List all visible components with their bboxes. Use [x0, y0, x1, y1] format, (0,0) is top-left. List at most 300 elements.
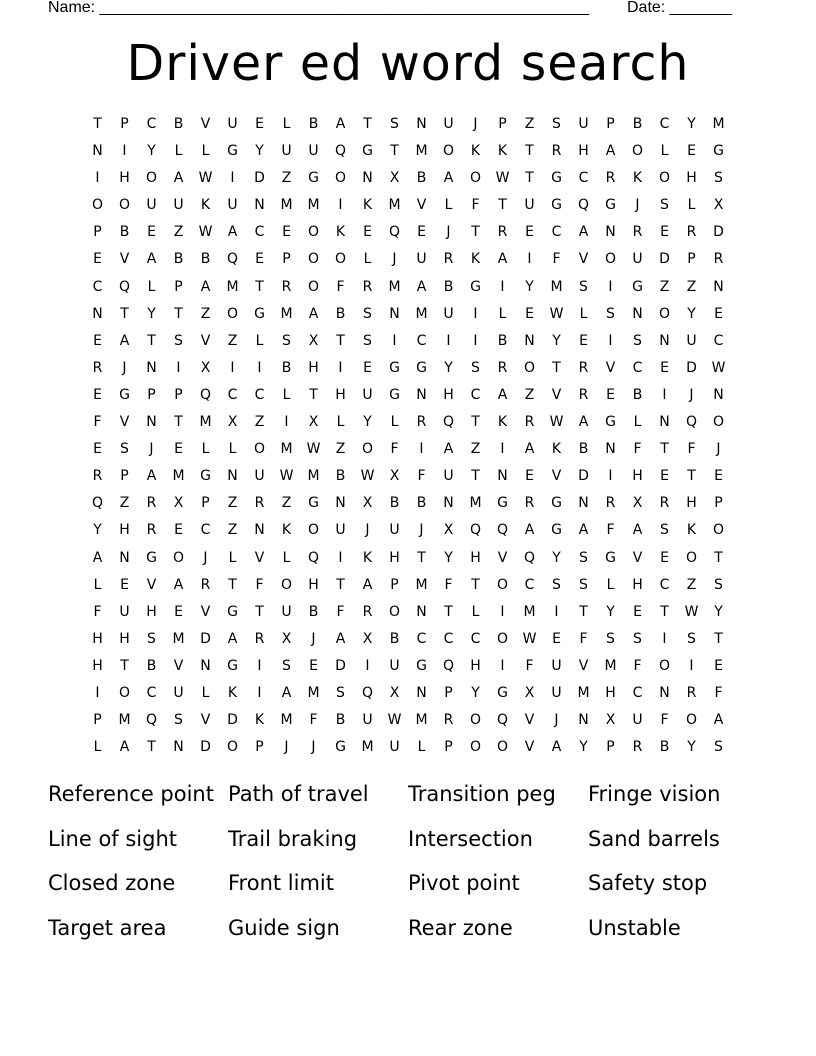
- grid-letter: H: [389, 549, 400, 566]
- grid-letter: N: [389, 305, 400, 322]
- grid-letter: M: [604, 657, 617, 674]
- grid-letter: E: [660, 359, 669, 376]
- grid-letter: C: [200, 522, 211, 539]
- grid-letter: I: [473, 332, 478, 349]
- grid-letter: O: [388, 603, 401, 620]
- grid-letter: A: [119, 332, 130, 349]
- word-bank-item: Pivot point: [408, 871, 520, 896]
- grid-letter: A: [362, 576, 373, 593]
- grid-letter: Z: [281, 495, 292, 512]
- grid-letter: E: [93, 251, 102, 268]
- grid-letter: E: [552, 630, 561, 647]
- grid-letter: E: [660, 224, 669, 241]
- grid-letter: J: [716, 441, 721, 458]
- grid-letter: S: [282, 332, 291, 349]
- grid-letter: L: [201, 684, 210, 701]
- grid-letter: O: [469, 712, 482, 729]
- grid-letter: F: [93, 603, 102, 620]
- grid-letter: S: [471, 359, 480, 376]
- grid-letter: K: [497, 414, 508, 431]
- grid-letter: S: [606, 630, 615, 647]
- grid-letter: O: [469, 170, 482, 187]
- grid-letter: B: [200, 251, 211, 268]
- grid-letter: Y: [93, 522, 102, 539]
- grid-letter: U: [146, 197, 157, 214]
- grid-letter: L: [282, 116, 291, 132]
- grid-letter: I: [500, 603, 505, 620]
- grid-letter: N: [497, 468, 508, 485]
- grid-letter: J: [419, 522, 424, 539]
- grid-letter: U: [632, 251, 643, 268]
- grid-letter: R: [605, 495, 616, 512]
- grid-letter: D: [659, 251, 670, 268]
- word-bank-item: Closed zone: [48, 871, 176, 896]
- grid-letter: E: [606, 386, 615, 403]
- grid-letter: F: [633, 657, 642, 674]
- grid-letter: H: [92, 657, 103, 674]
- grid-letter: N: [713, 386, 724, 403]
- grid-letter: M: [415, 712, 428, 729]
- grid-letter: S: [714, 576, 723, 593]
- grid-letter: M: [199, 414, 212, 431]
- grid-letter: C: [416, 630, 427, 647]
- grid-letter: J: [149, 441, 154, 458]
- grid-letter: P: [390, 576, 399, 593]
- grid-letter: S: [579, 549, 588, 566]
- word-bank-item: Path of travel: [228, 782, 369, 806]
- grid-letter: G: [632, 278, 643, 295]
- grid-letter: U: [254, 468, 265, 485]
- grid-letter: S: [282, 657, 291, 674]
- grid-letter: C: [659, 576, 670, 593]
- grid-letter: T: [687, 468, 696, 485]
- grid-letter: I: [608, 332, 613, 349]
- grid-letter: E: [660, 549, 669, 566]
- grid-letter: O: [685, 712, 698, 729]
- grid-letter: D: [686, 359, 697, 376]
- grid-letter: B: [416, 495, 427, 512]
- grid-letter: J: [446, 224, 451, 241]
- grid-letter: Z: [524, 386, 535, 403]
- grid-letter: E: [714, 657, 723, 674]
- grid-letter: G: [551, 495, 562, 512]
- grid-letter: H: [119, 170, 130, 187]
- grid-letter: F: [471, 197, 480, 214]
- grid-letter: L: [93, 576, 102, 593]
- grid-letter: K: [470, 143, 481, 160]
- grid-letter: Z: [227, 522, 238, 539]
- grid-letter: O: [253, 441, 266, 458]
- grid-letter: O: [307, 278, 320, 295]
- grid-letter: H: [578, 143, 589, 160]
- grid-letter: A: [173, 576, 184, 593]
- grid-letter: I: [95, 684, 100, 701]
- grid-letter: J: [284, 739, 289, 756]
- grid-letter: E: [417, 224, 426, 241]
- grid-letter: K: [200, 197, 211, 214]
- grid-letter: C: [578, 170, 589, 187]
- grid-letter: O: [496, 630, 509, 647]
- grid-letter: B: [659, 739, 670, 756]
- grid-letter: L: [444, 197, 453, 214]
- grid-letter: Z: [524, 116, 535, 132]
- grid-letter: S: [633, 332, 642, 349]
- grid-letter: R: [659, 495, 670, 512]
- grid-letter: F: [444, 576, 453, 593]
- grid-letter: D: [578, 468, 589, 485]
- grid-letter: Y: [687, 305, 696, 322]
- grid-letter: V: [119, 414, 130, 431]
- grid-letter: H: [92, 630, 103, 647]
- grid-letter: S: [174, 332, 183, 349]
- grid-letter: A: [443, 170, 454, 187]
- grid-letter: I: [662, 386, 667, 403]
- grid-letter: V: [173, 657, 184, 674]
- grid-letter: M: [118, 712, 131, 729]
- grid-letter: R: [551, 143, 562, 160]
- grid-letter: X: [362, 630, 373, 647]
- grid-letter: Q: [523, 549, 536, 566]
- grid-letter: A: [578, 522, 589, 539]
- grid-letter: C: [524, 576, 535, 593]
- grid-letter: G: [551, 197, 562, 214]
- grid-letter: V: [605, 359, 616, 376]
- grid-letter: G: [335, 739, 346, 756]
- grid-letter: B: [335, 305, 346, 322]
- grid-letter: I: [392, 332, 397, 349]
- grid-letter: T: [120, 305, 129, 322]
- grid-letter: A: [227, 224, 238, 241]
- grid-letter: B: [281, 359, 292, 376]
- grid-letter: J: [311, 739, 316, 756]
- grid-letter: B: [389, 495, 400, 512]
- grid-letter: Q: [496, 522, 509, 539]
- grid-letter: V: [632, 549, 643, 566]
- grid-letter: N: [659, 414, 670, 431]
- grid-letter: T: [498, 197, 507, 214]
- grid-letter: X: [389, 468, 400, 485]
- word-bank-item: Sand barrels: [588, 826, 720, 851]
- grid-letter: W: [198, 170, 213, 187]
- grid-letter: A: [578, 414, 589, 431]
- word-bank-item: Line of sight: [48, 826, 178, 851]
- grid-letter: O: [91, 197, 104, 214]
- grid-letter: C: [146, 116, 157, 132]
- grid-letter: F: [714, 684, 723, 701]
- grid-letter: N: [443, 495, 454, 512]
- grid-letter: V: [524, 739, 535, 756]
- grid-letter: Q: [469, 522, 482, 539]
- grid-letter: Z: [200, 305, 211, 322]
- grid-letter: L: [201, 441, 210, 458]
- grid-letter: D: [200, 739, 211, 756]
- grid-letter: E: [579, 332, 588, 349]
- grid-letter: J: [554, 712, 559, 729]
- grid-letter: L: [471, 603, 480, 620]
- grid-letter: L: [390, 414, 399, 431]
- grid-letter: E: [363, 224, 372, 241]
- grid-letter: B: [632, 116, 643, 132]
- grid-letter: G: [308, 495, 319, 512]
- grid-letter: E: [93, 441, 102, 458]
- grid-letter: A: [119, 739, 130, 756]
- grid-letter: T: [255, 603, 264, 620]
- grid-letter: Y: [606, 603, 615, 620]
- grid-letter: C: [146, 684, 157, 701]
- grid-letter: B: [308, 116, 319, 132]
- grid-letter: N: [254, 522, 265, 539]
- grid-letter: F: [633, 441, 642, 458]
- grid-letter: G: [389, 386, 400, 403]
- grid-letter: O: [118, 197, 131, 214]
- letter-grid: [84, 111, 732, 761]
- grid-letter: J: [365, 522, 370, 539]
- grid-letter: M: [712, 116, 725, 132]
- grid-letter: V: [254, 549, 265, 566]
- grid-letter: U: [281, 143, 292, 160]
- grid-letter: I: [689, 657, 694, 674]
- grid-letter: U: [578, 116, 589, 132]
- grid-letter: N: [605, 224, 616, 241]
- grid-letter: I: [500, 278, 505, 295]
- grid-letter: S: [660, 522, 669, 539]
- grid-letter: R: [713, 251, 724, 268]
- grid-letter: U: [335, 522, 346, 539]
- grid-letter: R: [146, 495, 157, 512]
- grid-letter: U: [362, 712, 373, 729]
- grid-letter: N: [416, 684, 427, 701]
- grid-letter: U: [173, 197, 184, 214]
- grid-letter: M: [307, 684, 320, 701]
- grid-letter: R: [146, 522, 157, 539]
- grid-letter: Q: [388, 224, 401, 241]
- grid-letter: Q: [307, 549, 320, 566]
- grid-letter: U: [443, 468, 454, 485]
- grid-letter: H: [686, 170, 697, 187]
- grid-letter: F: [417, 468, 426, 485]
- grid-letter: I: [284, 414, 289, 431]
- grid-letter: K: [362, 197, 373, 214]
- grid-letter: M: [361, 739, 374, 756]
- grid-letter: N: [416, 603, 427, 620]
- word-bank-item: Safety stop: [588, 871, 708, 896]
- grid-letter: F: [336, 278, 345, 295]
- grid-letter: R: [281, 278, 292, 295]
- grid-letter: J: [122, 359, 127, 376]
- grid-letter: U: [551, 684, 562, 701]
- grid-letter: O: [307, 522, 320, 539]
- grid-letter: L: [228, 549, 237, 566]
- grid-letter: N: [119, 549, 130, 566]
- grid-letter: L: [228, 441, 237, 458]
- grid-letter: S: [579, 278, 588, 295]
- grid-letter: X: [362, 495, 373, 512]
- grid-letter: H: [605, 684, 616, 701]
- grid-letter: C: [254, 386, 265, 403]
- grid-letter: C: [227, 386, 238, 403]
- grid-letter: S: [606, 305, 615, 322]
- grid-letter: T: [471, 576, 480, 593]
- grid-letter: E: [363, 359, 372, 376]
- grid-letter: G: [605, 549, 616, 566]
- grid-letter: E: [255, 251, 264, 268]
- grid-letter: L: [687, 197, 696, 214]
- grid-letter: A: [605, 143, 616, 160]
- grid-letter: R: [524, 495, 535, 512]
- grid-letter: Y: [255, 143, 264, 160]
- grid-letter: A: [713, 712, 724, 729]
- grid-letter: K: [227, 684, 238, 701]
- grid-letter: F: [255, 576, 264, 593]
- grid-letter: O: [442, 143, 455, 160]
- grid-letter: K: [362, 549, 373, 566]
- grid-letter: P: [282, 251, 291, 268]
- grid-letter: T: [309, 386, 318, 403]
- grid-letter: P: [498, 116, 507, 132]
- grid-letter: G: [389, 359, 400, 376]
- grid-letter: T: [255, 278, 264, 295]
- grid-letter: Y: [471, 684, 480, 701]
- grid-letter: V: [200, 712, 211, 729]
- grid-letter: X: [443, 522, 454, 539]
- name-field-label: Name: _______________________________________________________: [48, 0, 589, 16]
- grid-letter: E: [633, 603, 642, 620]
- grid-letter: G: [416, 657, 427, 674]
- grid-letter: X: [308, 332, 319, 349]
- grid-letter: G: [551, 522, 562, 539]
- grid-letter: Y: [444, 359, 453, 376]
- grid-letter: R: [497, 359, 508, 376]
- grid-letter: A: [146, 251, 157, 268]
- grid-letter: X: [281, 630, 292, 647]
- grid-letter: A: [443, 441, 454, 458]
- grid-letter: Z: [659, 278, 670, 295]
- grid-letter: I: [608, 468, 613, 485]
- grid-letter: Y: [363, 414, 372, 431]
- grid-letter: H: [470, 657, 481, 674]
- grid-letter: Y: [687, 116, 696, 132]
- grid-letter: T: [579, 603, 588, 620]
- grid-letter: I: [230, 170, 235, 187]
- grid-letter: C: [470, 630, 481, 647]
- grid-letter: H: [632, 576, 643, 593]
- grid-letter: D: [227, 712, 238, 729]
- grid-letter: L: [660, 143, 669, 160]
- grid-letter: K: [254, 712, 265, 729]
- grid-letter: N: [335, 495, 346, 512]
- grid-letter: E: [93, 332, 102, 349]
- grid-letter: G: [308, 170, 319, 187]
- grid-letter: I: [365, 657, 370, 674]
- grid-letter: I: [608, 278, 613, 295]
- grid-letter: V: [524, 712, 535, 729]
- grid-letter: O: [226, 305, 239, 322]
- grid-letter: O: [469, 739, 482, 756]
- grid-letter: O: [523, 359, 536, 376]
- grid-letter: M: [307, 197, 320, 214]
- grid-letter: R: [524, 414, 535, 431]
- grid-letter: S: [174, 712, 183, 729]
- grid-letter: A: [227, 630, 238, 647]
- grid-letter: L: [282, 386, 291, 403]
- grid-letter: D: [254, 170, 265, 187]
- grid-letter: I: [419, 441, 424, 458]
- grid-letter: V: [551, 386, 562, 403]
- grid-letter: E: [660, 468, 669, 485]
- grid-letter: P: [93, 224, 102, 241]
- grid-letter: V: [200, 116, 211, 132]
- word-bank-item: Front limit: [228, 871, 334, 896]
- grid-letter: K: [497, 143, 508, 160]
- grid-letter: Q: [577, 197, 590, 214]
- grid-letter: I: [338, 197, 343, 214]
- grid-letter: U: [173, 684, 184, 701]
- grid-letter: I: [95, 170, 100, 187]
- grid-letter: C: [443, 630, 454, 647]
- grid-letter: M: [415, 305, 428, 322]
- grid-letter: F: [552, 251, 561, 268]
- word-bank-item: Trail braking: [228, 826, 358, 851]
- grid-letter: R: [632, 224, 643, 241]
- grid-letter: P: [147, 386, 156, 403]
- grid-letter: O: [334, 251, 347, 268]
- grid-letter: O: [361, 441, 374, 458]
- grid-letter: U: [632, 712, 643, 729]
- grid-letter: D: [713, 224, 724, 241]
- grid-letter: G: [362, 143, 373, 160]
- grid-letter: T: [390, 143, 399, 160]
- grid-letter: P: [444, 684, 453, 701]
- grid-letter: O: [496, 739, 509, 756]
- word-bank-item: Transition peg: [408, 782, 556, 806]
- grid-letter: N: [92, 305, 103, 322]
- grid-letter: T: [417, 549, 426, 566]
- grid-letter: M: [550, 278, 563, 295]
- grid-letter: V: [119, 251, 130, 268]
- grid-letter: O: [631, 143, 644, 160]
- grid-letter: T: [444, 603, 453, 620]
- grid-letter: N: [713, 278, 724, 295]
- grid-letter: W: [360, 468, 375, 485]
- grid-letter: G: [497, 495, 508, 512]
- grid-letter: I: [500, 441, 505, 458]
- grid-letter: U: [389, 522, 400, 539]
- grid-letter: C: [713, 332, 724, 349]
- grid-letter: P: [120, 468, 129, 485]
- grid-letter: Q: [685, 414, 698, 431]
- grid-letter: Z: [686, 278, 697, 295]
- grid-letter: F: [309, 712, 318, 729]
- grid-letter: R: [416, 414, 427, 431]
- grid-letter: R: [443, 712, 454, 729]
- grid-letter: N: [254, 197, 265, 214]
- grid-letter: Q: [442, 657, 455, 674]
- grid-letter: L: [255, 332, 264, 349]
- grid-letter: L: [498, 305, 507, 322]
- grid-letter: K: [281, 522, 292, 539]
- grid-letter: P: [120, 116, 129, 132]
- grid-letter: I: [338, 359, 343, 376]
- grid-letter: B: [146, 657, 157, 674]
- grid-letter: C: [92, 278, 103, 295]
- grid-letter: P: [201, 495, 210, 512]
- grid-letter: C: [632, 684, 643, 701]
- grid-letter: U: [686, 332, 697, 349]
- grid-letter: B: [173, 116, 184, 132]
- grid-letter: Z: [254, 414, 265, 431]
- grid-letter: E: [93, 386, 102, 403]
- grid-letter: U: [524, 197, 535, 214]
